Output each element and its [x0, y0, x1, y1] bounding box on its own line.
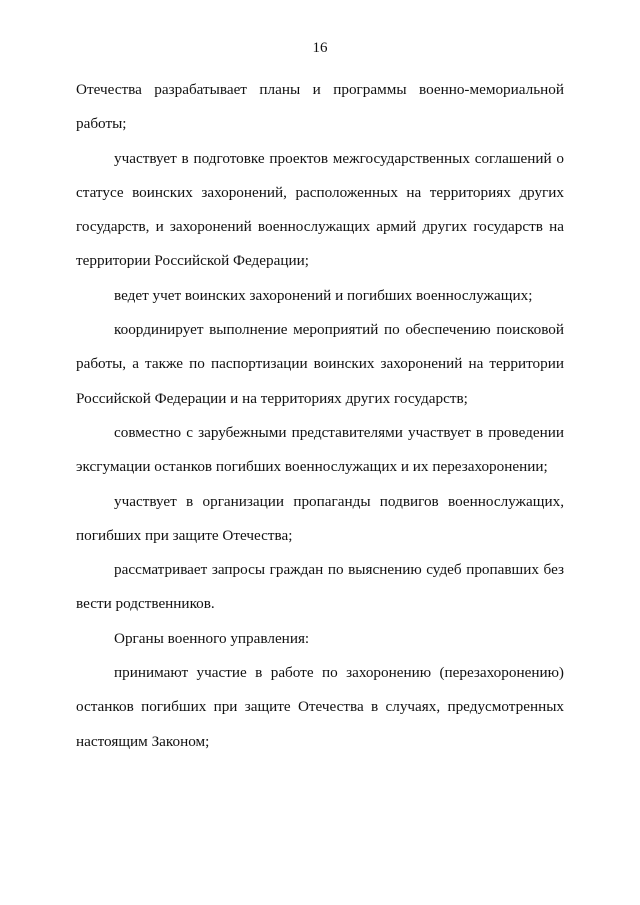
paragraph-propaganda: участвует в организации пропаганды подвигов военнослужащих, погибших при защите Отечества;: [76, 492, 564, 544]
paragraph-burial-records: ведет учет воинских захоронений и погибших военнослужащих;: [114, 286, 533, 304]
paragraph-interstate-agreements: участвует в подготовке проектов межгосударственных соглашений о статусе воинских захоронений, расположенных на территориях других государств, и захоронений военнослужащих армий других государств на территории Российской Федерации;: [76, 149, 564, 270]
paragraph-search-coordination: координирует выполнение мероприятий по обеспечению поисковой работы, а также по паспортизации воинских захоронений на территории Российской Федерации и на территориях других государств;: [76, 321, 564, 407]
document-body: [76, 73, 564, 759]
paragraph-reburial-participation: принимают участие в работе по захоронению (перезахоронению) останков погибших при защите Отечества в случаях, предусмотренных настоящим Законом;: [76, 664, 564, 750]
paragraph-continuation: Отечества разрабатывает планы и программы военно-мемориальной работы;: [76, 81, 564, 133]
page-number: 16: [312, 40, 328, 56]
paragraph-military-bodies-heading: Органы военного управления:: [114, 629, 310, 647]
paragraph-exhumation: совместно с зарубежными представителями участвует в проведении эксгумации останков погибших военнослужащих и их перезахоронении;: [76, 423, 564, 476]
paragraph-citizen-requests: рассматривает запросы граждан по выяснению судеб пропавших без вести родственников.: [76, 561, 564, 613]
